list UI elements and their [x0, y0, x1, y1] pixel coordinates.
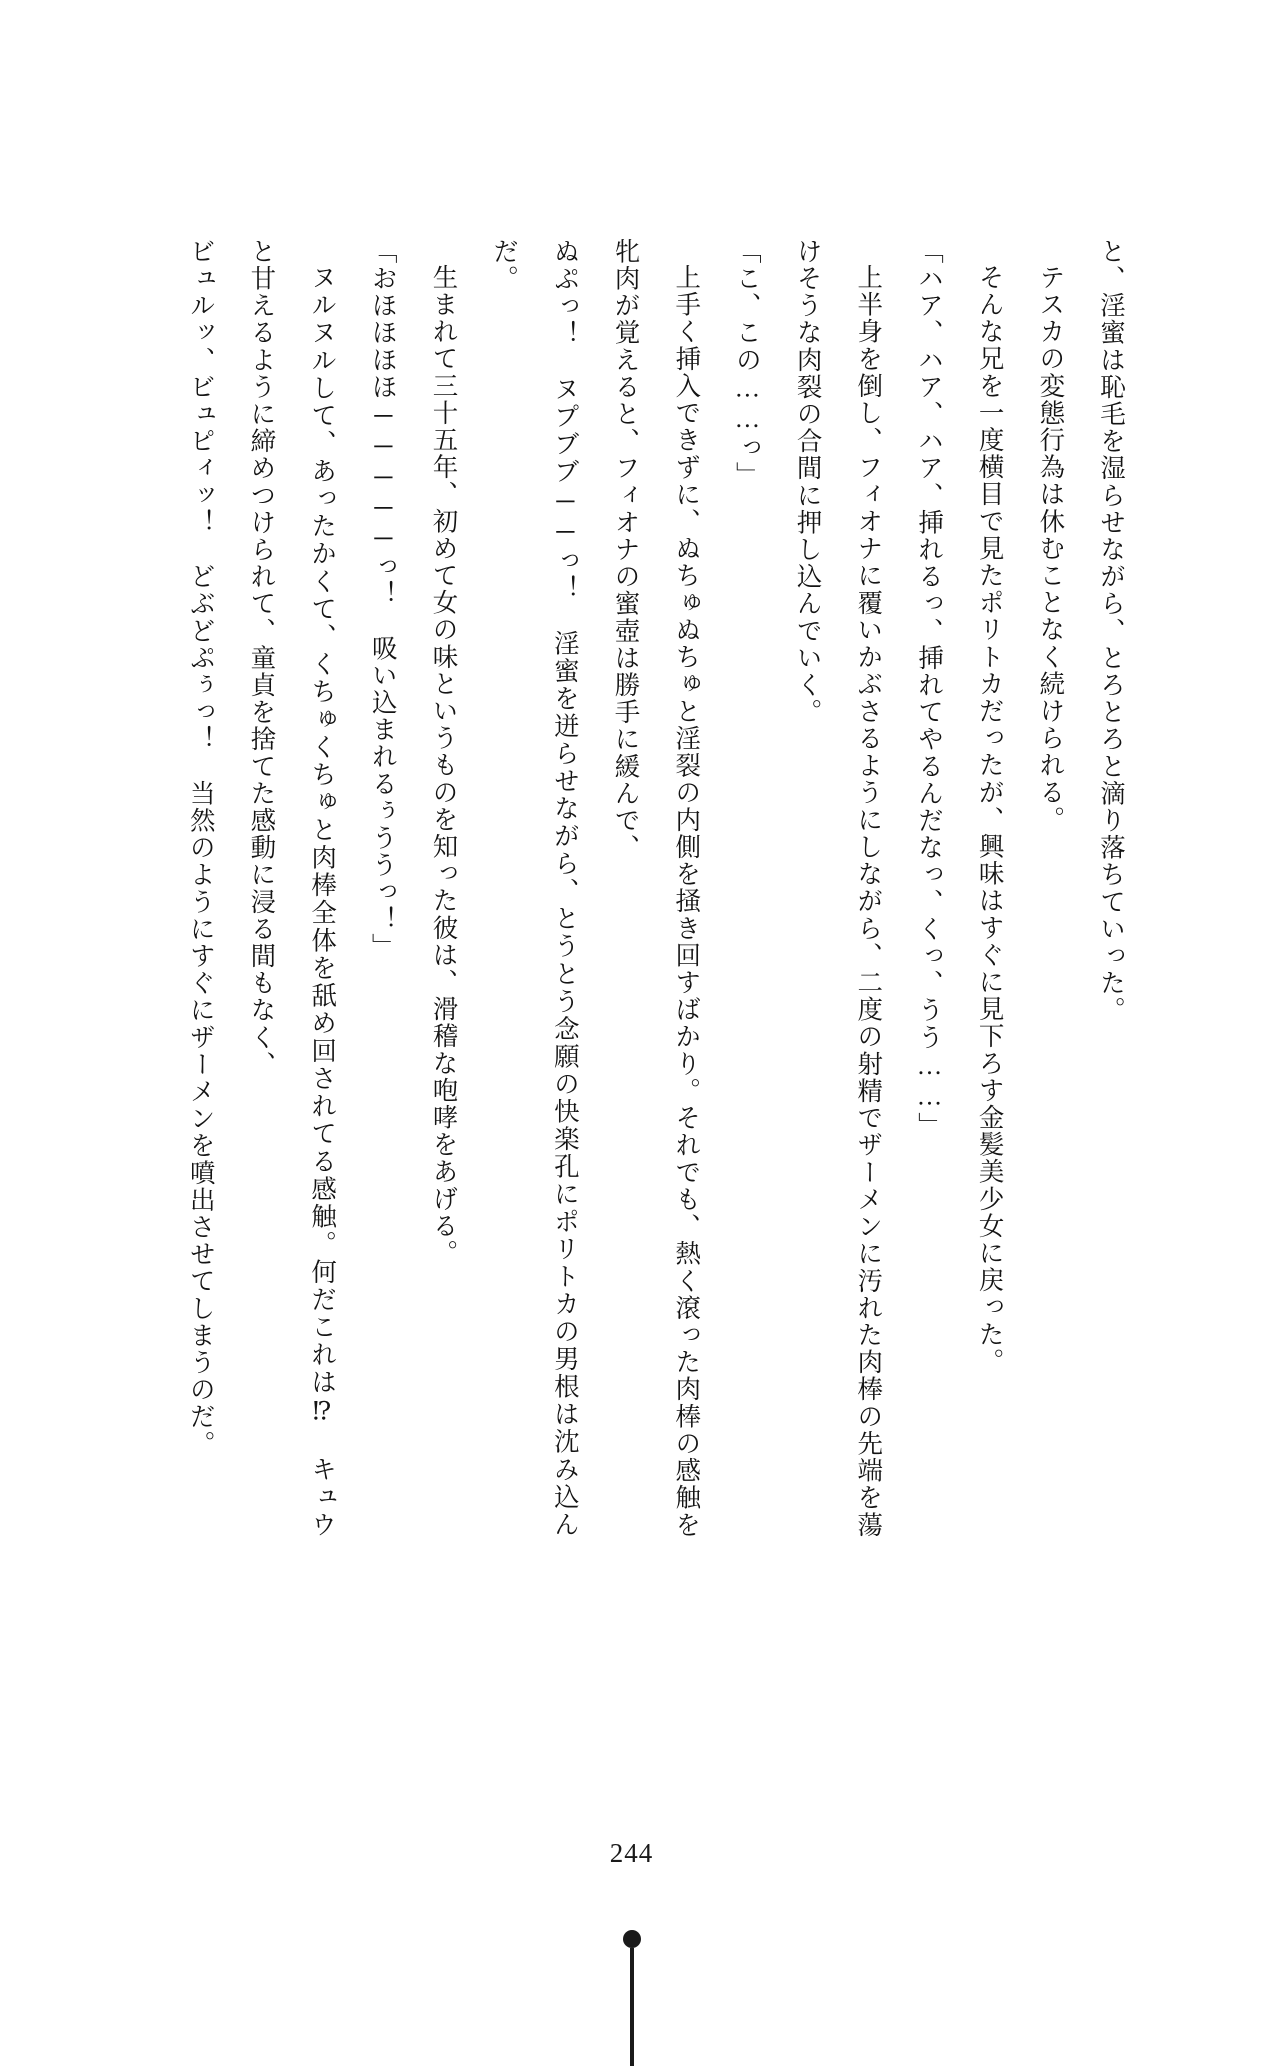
paragraph: 生まれて三十五年、初めて女の味というものを知った彼は、滑稽な咆哮をあげる。 [429, 263, 459, 1267]
paragraph: そんな兄を一度横目で見たポリトカだったが、興味はすぐに見下ろす金髪美少女に戻った。 [975, 263, 1005, 1375]
paragraph: 「ハア、ハア、ハア、挿れるっ、挿れてやるんだなっ、くっ、うう……」 [914, 238, 944, 1140]
paragraph: 「こ、この……っ」 [732, 238, 762, 489]
paragraph: ぬぷっ！ ヌプブブ──っ！ 淫蜜を迸らせながら、とうとう念願の快楽孔にポリトカの男根は沈み込んだ。 [490, 238, 580, 1538]
paragraph: と、淫蜜は恥毛を湿らせながら、とろとろと滴り落ちていった。 [1097, 238, 1126, 1024]
spine-dot-mark [623, 1930, 641, 1948]
body-text-vertical [131, 238, 1141, 1538]
page-number: 244 [609, 1838, 654, 1868]
paragraph: テスカの変態行為は休むことなく続けられる。 [1036, 263, 1066, 833]
spine-line-mark [630, 1948, 634, 2066]
paragraph: 上半身を倒し、フィオナに覆いかぶさるようにしながら、二度の射精でザーメンに汚れた肉棒の先端を蕩けそうな肉裂の合間に押し込んでいく。 [793, 238, 884, 1538]
paragraph: ヌルヌルして、あったかくて、くちゅくちゅと肉棒全体を舐め回されてる感触。何だこれは⁉ キュウと甘えるように締めつけられて、童貞を捨てた感動に浸る間もなく、 [247, 238, 338, 1538]
paragraph: 「おほほほほ─────っ！ 吸い込まれるぅううっ！」 [368, 238, 398, 961]
paragraph: 上手く挿入できずに、ぬちゅぬちゅと淫裂の内側を掻き回すばかり。それでも、熱く滾った肉棒の感触を牝肉が覚えると、フィオナの蜜壺は勝手に緩んで、 [611, 238, 702, 1538]
paragraph: ビュルッ、ビュピィッ！ どぶどぷぅっ！ 当然のようにすぐにザーメンを噴出させてしまうのだ。 [186, 238, 216, 1458]
